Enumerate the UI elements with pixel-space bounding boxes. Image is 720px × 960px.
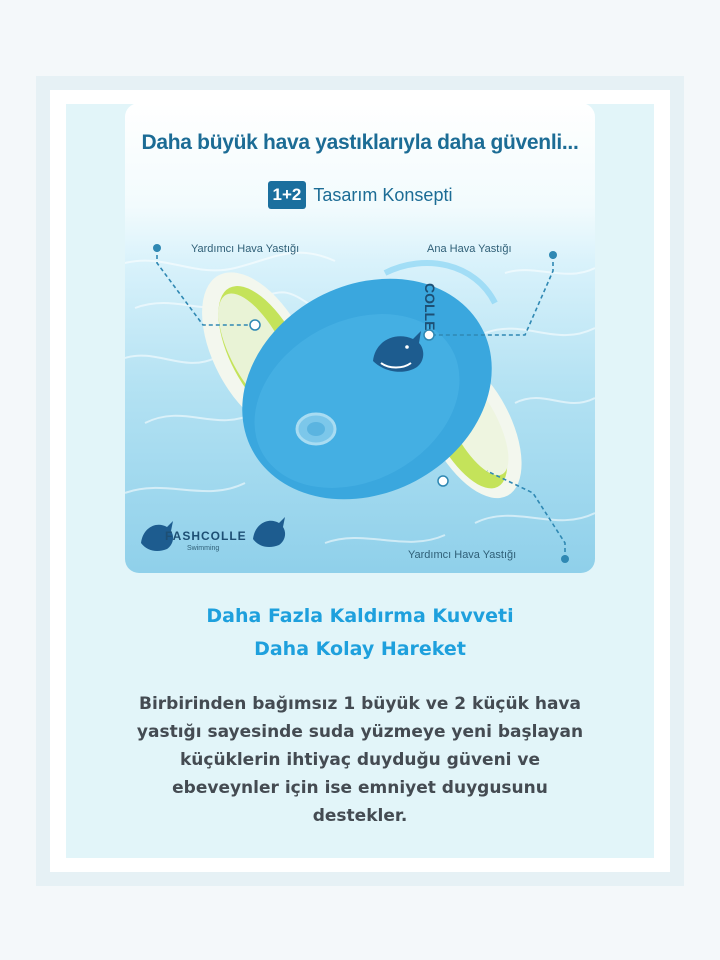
subheadline-line2: Daha Kolay Hareket <box>254 638 466 660</box>
valve-icon <box>297 414 335 444</box>
subheadline <box>66 600 654 666</box>
description-text: Birbirinden bağımsız 1 büyük ve 2 küçük hava yastığı sayesinde suda yüzmeye yeni başlayan küçüklerin ihtiyaç duyduğu güveni ve ebeveynler için ise emniyet duygusunu destekler. <box>136 694 584 826</box>
callout-aux-left: Yardımcı Hava Yastığı <box>191 243 300 255</box>
product-image-card <box>125 103 595 573</box>
brand-logo <box>165 527 247 552</box>
concept-badge: 1+2 <box>268 181 307 209</box>
subheadline-line1: Daha Fazla Kaldırma Kuvveti <box>206 605 514 627</box>
armband-illustration <box>125 103 595 573</box>
callout-aux-bottom: Yardımcı Hava Yastığı <box>408 549 517 561</box>
brand-name: FASHCOLLE <box>165 529 247 543</box>
brand-dolphin-icon-right <box>253 517 285 547</box>
callout-main: Ana Hava Yastığı <box>427 243 512 255</box>
float-brand-text: COLLE <box>422 283 438 331</box>
brand-sub: Swimming <box>187 545 220 552</box>
concept-label: Tasarım Konsepti <box>313 184 453 205</box>
concept-row <box>125 181 595 209</box>
card-headline: Daha büyük hava yastıklarıyla daha güvenli... <box>141 131 579 154</box>
